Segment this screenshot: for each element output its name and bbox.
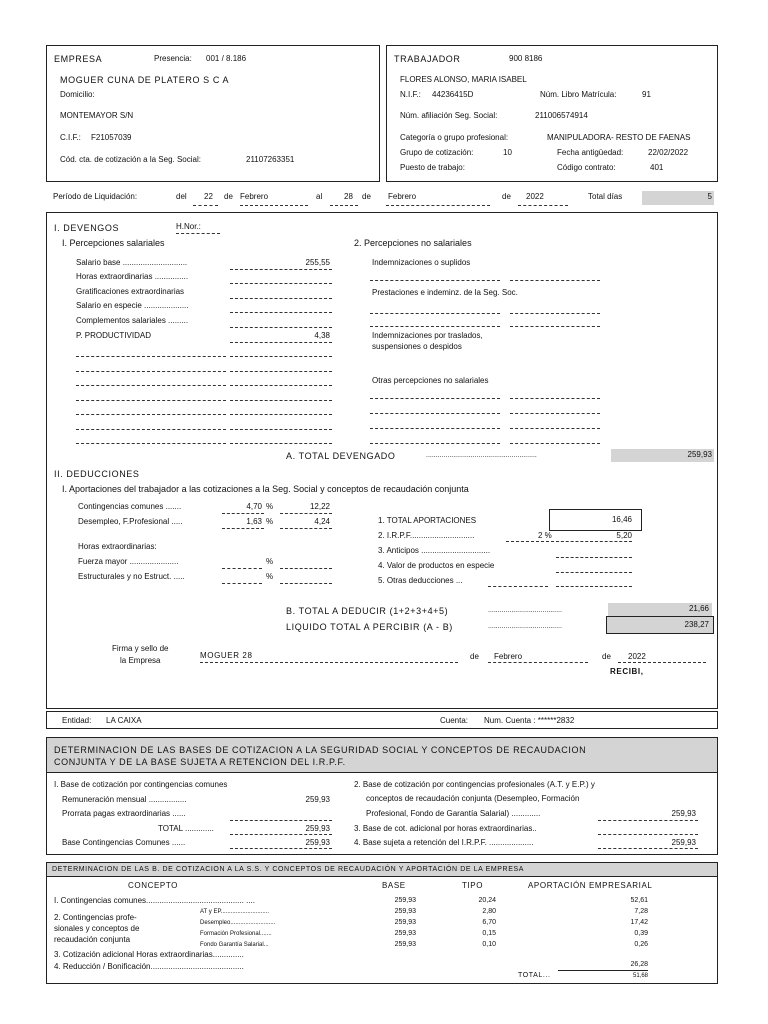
total-devengado-dots: ......................................................... [426, 452, 537, 459]
no-salarial-blank-label-line [370, 326, 500, 327]
total-deducir-label: B. TOTAL A DEDUCIR (1+2+3+4+5) [286, 606, 449, 616]
periodo-dash-1 [193, 205, 218, 206]
anticipos-label: 3. Anticipos ............................... [378, 546, 491, 555]
aportacion-total-value: 51,68 [632, 973, 648, 979]
desempleo-value: 4,24 [314, 517, 330, 526]
irpf-dash-value [556, 541, 632, 542]
total-deducir-value: 21,66 [688, 604, 709, 613]
trabajador-heading: TRABAJADOR [394, 54, 461, 64]
cotizacion-adicional-label: 3. Cotización adicional Horas extraordinarias.............. [54, 950, 244, 959]
base-cc-label: Base Contingencias Comunes ...... [62, 838, 186, 847]
firma-place: MOGUER 28 [200, 651, 253, 660]
salarial-label: Complementos salariales ......... [76, 316, 189, 325]
presencia-label: Presencia: [154, 54, 192, 63]
remuneracion-label: Remuneración mensual ................. [62, 795, 187, 804]
periodo-dash-5 [518, 205, 568, 206]
entidad-value: LA CAIXA [106, 716, 142, 725]
salarial-label: Salario base ............................. [76, 258, 188, 267]
firma-dash-month [488, 662, 588, 663]
total-aportaciones-value: 16,46 [611, 515, 632, 524]
periodo-de3: de [502, 192, 511, 201]
aportacion-sub-label: Formación Profesional....... [200, 931, 272, 937]
categoria-label: Categoría o grupo profesional: [400, 133, 509, 142]
periodo-year: 2022 [526, 192, 544, 201]
nif-label: N.I.F.: [400, 90, 421, 99]
recibi-label: RECIBI, [610, 667, 644, 676]
profesionales-label-2: sionales y conceptos de [54, 924, 140, 933]
salarial-blank-value-line [230, 400, 332, 401]
firma-de2: de [602, 652, 611, 661]
cc-dash-pct [222, 513, 264, 514]
periodo-dash-4 [386, 205, 490, 206]
fuerza-dash-pct [222, 568, 262, 569]
salarial-dash [230, 298, 332, 299]
aportaciones-heading: I. Aportaciones del trabajador a las cotizaciones a la Seg. Social y conceptos de recaudación conjunta [62, 484, 469, 494]
prorrata-label: Prorrata pagas extraordinarias ...... [62, 809, 186, 818]
fuerza-dash-value [280, 568, 332, 569]
salarial-blank-value-line [230, 356, 332, 357]
antiguedad-label: Fecha antigüedad: [557, 148, 624, 157]
ccc-label: Cód. cta. de cotización a la Seg. Social: [60, 155, 201, 164]
periodo-dash-3 [330, 205, 358, 206]
irpf-base-value: 259,93 [671, 838, 696, 847]
salarial-blank-value-line [230, 385, 332, 386]
cuenta-value: Num. Cuenta : ******2832 [484, 716, 575, 725]
contrato-value: 401 [650, 163, 664, 172]
aportacion-sub-aport: 0,26 [634, 941, 648, 948]
salariales-heading: I. Percepciones salariales [62, 238, 165, 248]
bases-heading-line2: CONJUNTA Y DE LA BASE SUJETA A RETENCION DEL I.R.P.F. [54, 757, 346, 767]
prorrata-dash [230, 820, 332, 821]
salarial-dash [230, 327, 332, 328]
reduccion-value: 26,28 [630, 961, 648, 968]
salarial-value: 4,38 [314, 331, 330, 340]
no-salarial-blank-value-line [510, 280, 600, 281]
no-salarial-blank-value-line [510, 313, 600, 314]
antiguedad-value: 22/02/2022 [648, 148, 689, 157]
col-concepto: CONCEPTO [128, 881, 178, 890]
contingencias-comunes-aport: 52,61 [630, 897, 648, 904]
col-tipo: TIPO [462, 881, 484, 890]
liquido-dots: ...................................... [488, 623, 562, 630]
empresa-address: MONTEMAYOR S/N [60, 111, 134, 120]
periodo-del: del [176, 192, 187, 201]
afiliacion-label: Núm. afiliación Seg. Social: [400, 111, 498, 120]
grupo-value: 10 [503, 148, 512, 157]
bases-right-value: 259,93 [671, 809, 696, 818]
aportacion-sub-base: 259,93 [394, 930, 416, 937]
bases-heading-line1: DETERMINACION DE LAS BASES DE COTIZACION A LA SEGURIDAD SOCIAL Y CONCEPTOS DE RECAUDACION [54, 745, 587, 755]
desempleo-pct-sym: % [266, 517, 274, 526]
base-cc-dash [230, 848, 332, 849]
no-salarial-blank-value-line [510, 443, 600, 444]
no-salarial-blank-label-line [370, 413, 500, 414]
desempleo-label: Desempleo, F.Profesional ..... [78, 517, 183, 526]
puesto-label: Puesto de trabajo: [400, 163, 465, 172]
cuenta-label: Cuenta: [440, 716, 469, 725]
firma-line1: Firma y sello de [112, 644, 169, 653]
periodo-month-to: Febrero [388, 192, 417, 201]
no-salarial-blank-label-line [370, 313, 500, 314]
bases-total-dash [230, 834, 332, 835]
no-salarial-despidos: suspensiones o despidos [372, 342, 462, 351]
fuerza-mayor-label: Fuerza mayor ...................... [78, 557, 179, 566]
col-aportacion: APORTACIÓN EMPRESARIAL [528, 881, 653, 890]
no-salarial-blank-value-line [510, 413, 600, 414]
adicional-dash [598, 834, 698, 835]
nif-value: 44236415D [432, 90, 474, 99]
aportacion-sub-label: AT y EP............................. [200, 909, 270, 915]
salarial-blank-label-line [76, 356, 226, 357]
salarial-label: Salario en especie .................... [76, 301, 189, 310]
salarial-label: Horas extraordinarias ............... [76, 272, 189, 281]
cc-dash-value [280, 513, 332, 514]
cc-pct-sym: % [266, 502, 274, 511]
domicilio-label: Domicilio: [60, 90, 95, 99]
total-dias-label: Total días [588, 192, 623, 201]
irpf-dash-pct [506, 541, 554, 542]
categoria-value: MANIPULADORA- RESTO DE FAENAS [547, 133, 691, 142]
irpf-pct: 2 % [538, 531, 552, 540]
horas-extra-heading: Horas extraordinarias: [78, 542, 157, 551]
aportacion-sub-tipo: 0,15 [482, 930, 496, 937]
otras-dash-pct [488, 586, 548, 587]
salarial-value: 255,55 [305, 258, 330, 267]
salarial-blank-label-line [76, 414, 226, 415]
liquido-label: LIQUIDO TOTAL A PERCIBIR (A - B) [286, 622, 453, 632]
aportacion-sub-base: 259,93 [394, 908, 416, 915]
hnor-label: H.Nor.: [176, 222, 201, 231]
no-salarial-blank-label-line [370, 280, 500, 281]
salarial-blank-value-line [230, 429, 332, 430]
bases-right-heading2: conceptos de recaudación conjunta (Desempleo, Formación [366, 794, 580, 803]
salarial-blank-label-line [76, 429, 226, 430]
presencia-value: 001 / 8.186 [206, 54, 247, 63]
contingencias-comunes-label: I. Contingencias comunes............................................ .... [54, 896, 255, 905]
aportacion-sub-aport: 0,39 [634, 930, 648, 937]
aportacion-sub-base: 259,93 [394, 941, 416, 948]
bases-right-dash [598, 820, 698, 821]
salarial-label: Gratificaciones extraordinarias [76, 287, 185, 296]
no-salarial-blank-value-line [510, 326, 600, 327]
no-salarial-blank-value-line [510, 428, 600, 429]
no-salarial-blank-label-line [370, 428, 500, 429]
bases-heading-rule [46, 772, 718, 773]
estructurales-pct-sym: % [266, 572, 274, 581]
no-salarial-prestaciones: Prestaciones e indeminz. de la Seg. Soc. [372, 288, 518, 297]
cif-value: F21057039 [91, 133, 132, 142]
ccc-value: 21107263351 [246, 155, 295, 164]
no-salariales-heading: 2. Percepciones no salariales [354, 238, 472, 248]
firma-line2: la Empresa [120, 656, 161, 665]
salarial-blank-value-line [230, 414, 332, 415]
irpf-label: 2. I.R.P.F............................. [378, 531, 475, 540]
periodo-day-from: 22 [204, 192, 213, 201]
especie-dash [556, 572, 632, 573]
liquido-value: 238,27 [684, 620, 709, 629]
no-salarial-blank-value-line [510, 398, 600, 399]
aportacion-sub-tipo: 6,70 [482, 919, 496, 926]
aportacion-sub-aport: 17,42 [630, 919, 648, 926]
periodo-day-to: 28 [344, 192, 353, 201]
salarial-blank-label-line [76, 371, 226, 372]
devengos-heading: I. DEVENGOS [54, 223, 120, 233]
desempleo-dash-pct [222, 528, 264, 529]
aportacion-sub-label: Fondo Garantía Salarial... [200, 942, 269, 948]
especie-label: 4. Valor de productos en especie [378, 561, 495, 570]
no-salarial-otras: Otras percepciones no salariales [372, 376, 489, 385]
periodo-label: Período de Liquidación: [53, 192, 138, 201]
salarial-blank-label-line [76, 443, 226, 444]
aportacion-sub-tipo: 0,10 [482, 941, 496, 948]
entidad-label: Entidad: [62, 716, 92, 725]
firma-month: Febrero [494, 652, 523, 661]
bases-left-heading: I. Base de cotización por contingencias comunes [54, 780, 228, 789]
periodo-de1: de [224, 192, 233, 201]
estructurales-label: Estructurales y no Estruct. ..... [78, 572, 185, 581]
no-salarial-blank-label-line [370, 398, 500, 399]
bases-total-label: TOTAL ............. [158, 824, 214, 833]
anticipos-dash [556, 557, 632, 558]
total-aportaciones-label: 1. TOTAL APORTACIONES [378, 516, 477, 525]
aportacion-heading-rule [46, 876, 718, 877]
aportacion-sub-aport: 7,28 [634, 908, 648, 915]
irpf-base-label: 4. Base sujeta a retención del I.R.P.F. .................... [354, 838, 534, 847]
total-dias-value: 5 [707, 192, 712, 201]
periodo-al: al [316, 192, 323, 201]
salarial-blank-label-line [76, 400, 226, 401]
estructurales-dash-value [280, 583, 332, 584]
salarial-blank-label-line [76, 385, 226, 386]
trabajador-code: 900 8186 [509, 54, 543, 63]
empresa-name: MOGUER CUNA DE PLATERO S C A [60, 75, 230, 85]
cc-pct: 4,70 [246, 502, 262, 511]
aportacion-sub-tipo: 2,80 [482, 908, 496, 915]
total-rule [558, 970, 648, 971]
aportacion-total-label: TOTAL... [518, 972, 551, 979]
salarial-dash [230, 342, 332, 343]
firma-year: 2022 [628, 652, 646, 661]
libro-label: Núm. Libro Matrícula: [540, 90, 617, 99]
profesionales-label-1: 2. Contingencias profe- [54, 913, 137, 922]
total-devengado-label: A. TOTAL DEVENGADO [286, 451, 396, 461]
no-salarial-traslados: Indemnizaciones por traslados, [372, 331, 483, 340]
total-deducir-dots: ...................................... [488, 607, 562, 614]
aportacion-heading: DETERMINACION DE LAS B. DE COTIZACION A LA S.S. Y CONCEPTOS DE RECAUDACIÓN Y APORTACIÓN DE LA EMPRESA [52, 866, 525, 873]
hnor-dash [176, 233, 220, 234]
otras-deducciones-label: 5. Otras deducciones ... [378, 576, 463, 585]
trabajador-name: FLORES ALONSO, MARIA ISABEL [400, 75, 527, 84]
cc-value: 12,22 [309, 502, 330, 511]
empresa-heading: EMPRESA [54, 54, 103, 64]
deducciones-heading: II. DEDUCCIONES [54, 469, 140, 479]
aportacion-sub-base: 259,93 [394, 919, 416, 926]
total-devengado-value: 259,93 [687, 450, 712, 459]
remuneracion-value: 259,93 [305, 795, 330, 804]
entidad-box [46, 711, 718, 729]
contrato-label: Código contrato: [557, 163, 616, 172]
salarial-dash [230, 269, 332, 270]
irpf-base-dash [598, 848, 698, 849]
periodo-de2: de [362, 192, 371, 201]
periodo-dash-2 [240, 205, 308, 206]
bases-right-heading3: Profesional, Fondo de Garantía Salarial) ............. [366, 809, 541, 818]
salarial-label: P. PRODUCTIVIDAD [76, 331, 151, 340]
adicional-label: 3. Base de cot. adicional por horas extraordinarias.. [354, 824, 537, 833]
aportacion-sub-label: Desempleo........................... [200, 920, 276, 926]
no-salarial-indemnizaciones: Indemnizaciones o suplidos [372, 258, 471, 267]
estructurales-dash-pct [222, 583, 262, 584]
afiliacion-value: 211006574914 [535, 111, 588, 120]
salarial-dash [230, 283, 332, 284]
bases-right-heading1: 2. Base de cotización por contingencias profesionales (A.T. y E.P.) y [354, 780, 595, 789]
firma-de1: de [470, 652, 479, 661]
cif-label: C.I.F.: [60, 133, 81, 142]
firma-dash-place [200, 662, 458, 663]
salarial-dash [230, 312, 332, 313]
col-base: BASE [382, 881, 406, 890]
contingencias-comunes-tipo: 20,24 [478, 897, 496, 904]
no-salarial-blank-label-line [370, 443, 500, 444]
otras-dash-value [556, 586, 632, 587]
cc-label: Contingencias comunes ....... [78, 502, 182, 511]
irpf-value: 5,20 [616, 531, 632, 540]
profesionales-label-3: recaudación conjunta [54, 935, 131, 944]
salarial-blank-value-line [230, 443, 332, 444]
contingencias-comunes-base: 259,93 [394, 897, 416, 904]
reduccion-label: 4. Reducción / Bonificación.......................................... [54, 962, 244, 971]
periodo-month-from: Febrero [240, 192, 269, 201]
salarial-blank-value-line [230, 371, 332, 372]
fuerza-mayor-pct-sym: % [266, 557, 274, 566]
firma-dash-year [618, 662, 706, 663]
base-cc-value: 259,93 [305, 838, 330, 847]
grupo-label: Grupo de cotización: [400, 148, 474, 157]
bases-total-value: 259,93 [305, 824, 330, 833]
libro-value: 91 [642, 90, 651, 99]
desempleo-pct: 1,63 [246, 517, 262, 526]
desempleo-dash-value [280, 528, 332, 529]
